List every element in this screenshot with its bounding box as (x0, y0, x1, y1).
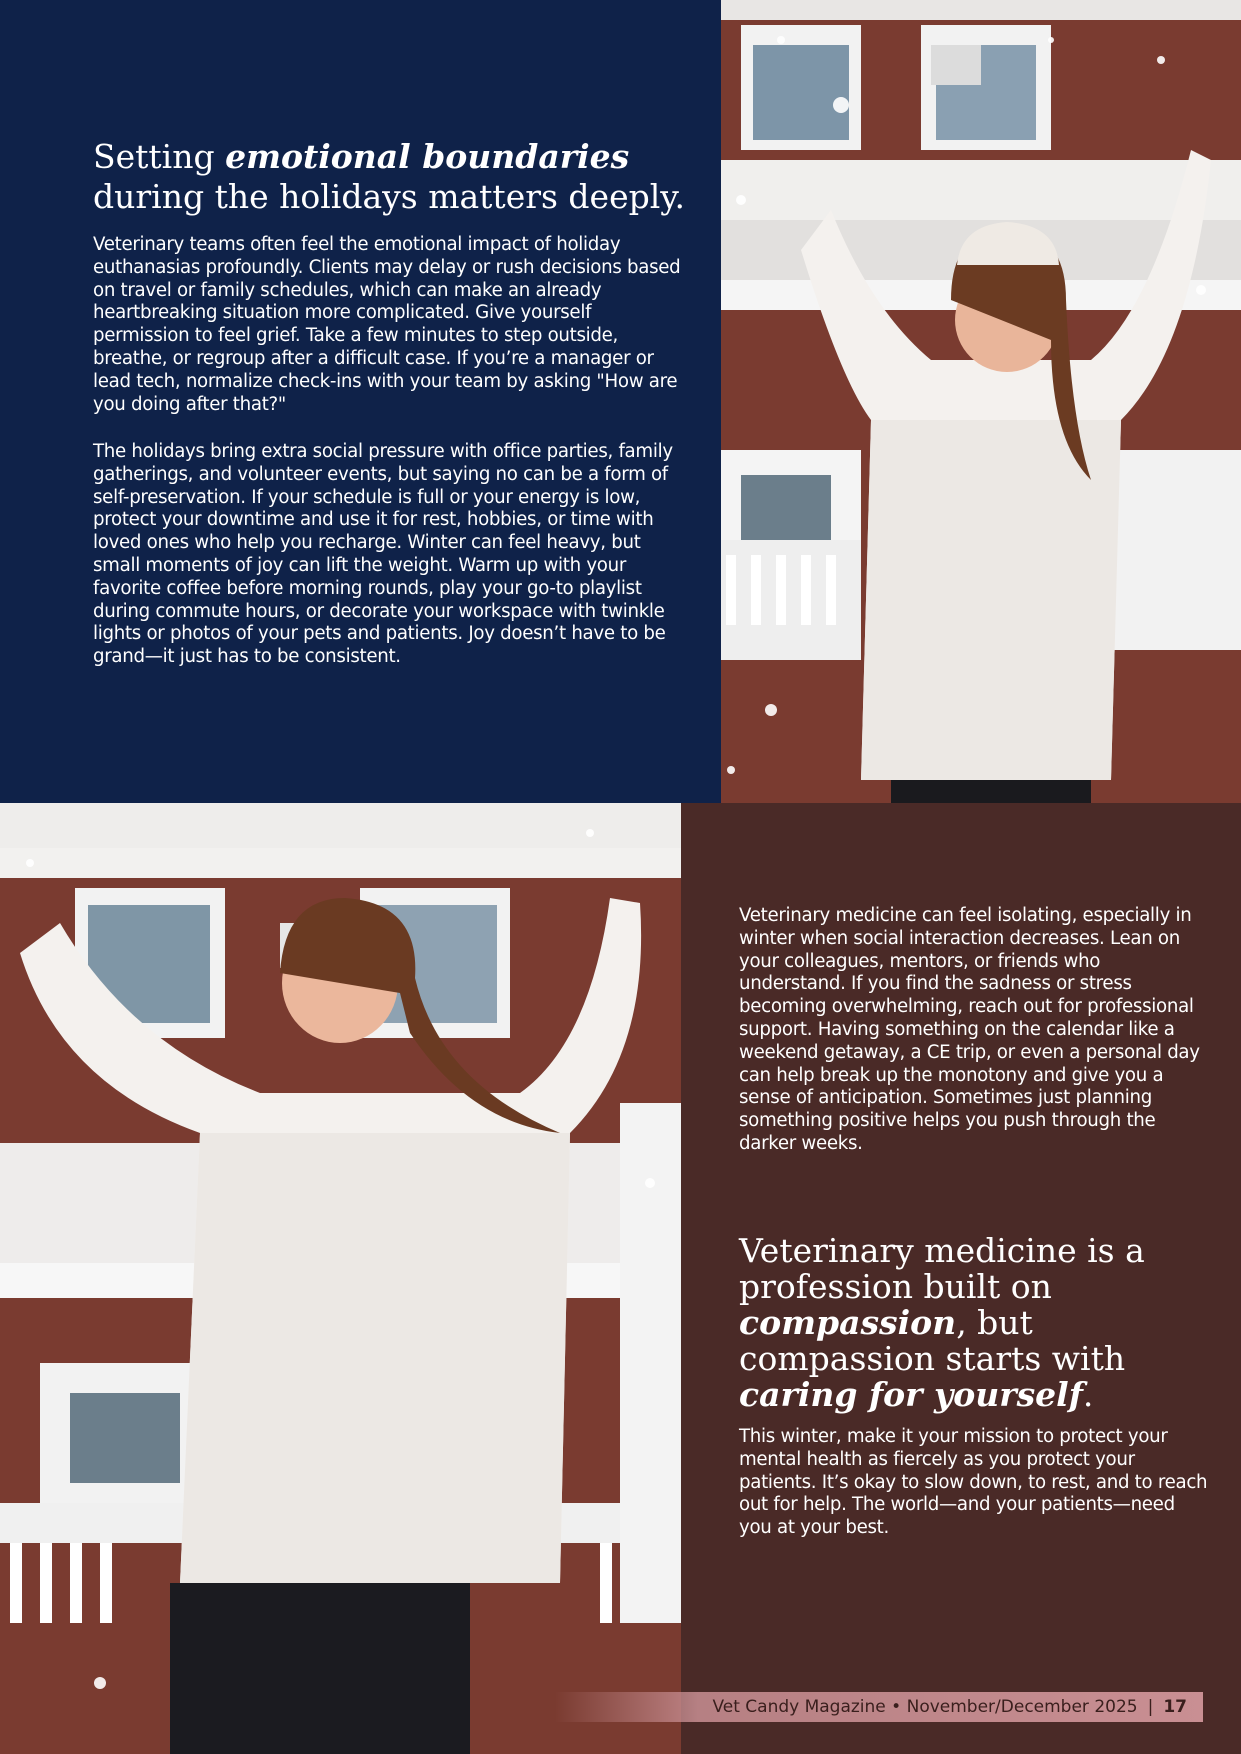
footer-separator: | (1147, 1697, 1154, 1717)
paragraph-winter-mission: This winter, make it your mission to protect your mental health as fiercely as you protect your patients. It’s okay to slow down, to rest, and to reach out for help. The world—and your patients—need you at your best. (739, 1426, 1208, 1539)
page-number: 17 (1163, 1697, 1187, 1717)
headline-emotional-boundaries (93, 137, 693, 217)
winter-photo-illustration (721, 0, 1241, 803)
paragraph-isolation: Veterinary medicine can feel isolating, especially in winter when social interaction decreases. Lean on your colleagues, mentors, or friends who understand. If you find the sadness or stress becoming overwhelming, reach out for professional support. Having something on the calendar like a weekend getaway, a CE trip, or even a personal day can help break up the monotony and give you a sense of anticipation. Sometimes just planning something positive helps you push through the darker weeks. (739, 905, 1200, 1154)
headline-2-emphasis-compassion: compassion (739, 1303, 957, 1342)
photo-woman-jumping-snow-top (721, 0, 1241, 803)
headline-1-pre: Setting (93, 137, 226, 176)
photo-woman-jumping-snow-bottom (0, 803, 681, 1754)
headline-compassion (739, 1233, 1189, 1413)
footer-publication: Vet Candy Magazine • November/December 2025 (712, 1697, 1138, 1717)
paragraph-euthanasia-grief: Veterinary teams often feel the emotional impact of holiday euthanasias profoundly. Clients may delay or rush decisions based on travel or family schedules, which can make an already heartbreaking situation more complicated. Give yourself permission to feel grief. Take a few minutes to step outside, breathe, or regroup after a difficult case. If you’re a manager or lead tech, normalize check-ins with your team by asking "How are you doing after that?" (93, 234, 681, 415)
headline-1-post: during the holidays matters deeply. (93, 177, 686, 216)
headline-2-emphasis-caring: caring for yourself (739, 1375, 1083, 1414)
winter-photo-illustration-2 (0, 803, 681, 1754)
headline-2-part-b: , but compassion starts with (739, 1303, 1126, 1378)
headline-2-part-c: . (1082, 1375, 1094, 1414)
headline-2-part-a: Veterinary medicine is a profession built on (739, 1231, 1145, 1306)
paragraph-social-pressure: The holidays bring extra social pressure with office parties, family gatherings, and volunteer events, but saying no can be a form of self-preservation. If your schedule is full or your energy is low, protect your downtime and use it for rest, hobbies, or time with loved ones who help you recharge. Winter can feel heavy, but small moments of joy can lift the weight. Warm up with your favorite coffee before morning rounds, play your go-to playlist during commute hours, or decorate your workspace with twinkle lights or photos of your pets and patients. Joy doesn’t have to be grand—it just has to be consistent. (93, 441, 673, 668)
headline-1-emphasis: emotional boundaries (225, 137, 630, 176)
page-footer (555, 1692, 1203, 1722)
